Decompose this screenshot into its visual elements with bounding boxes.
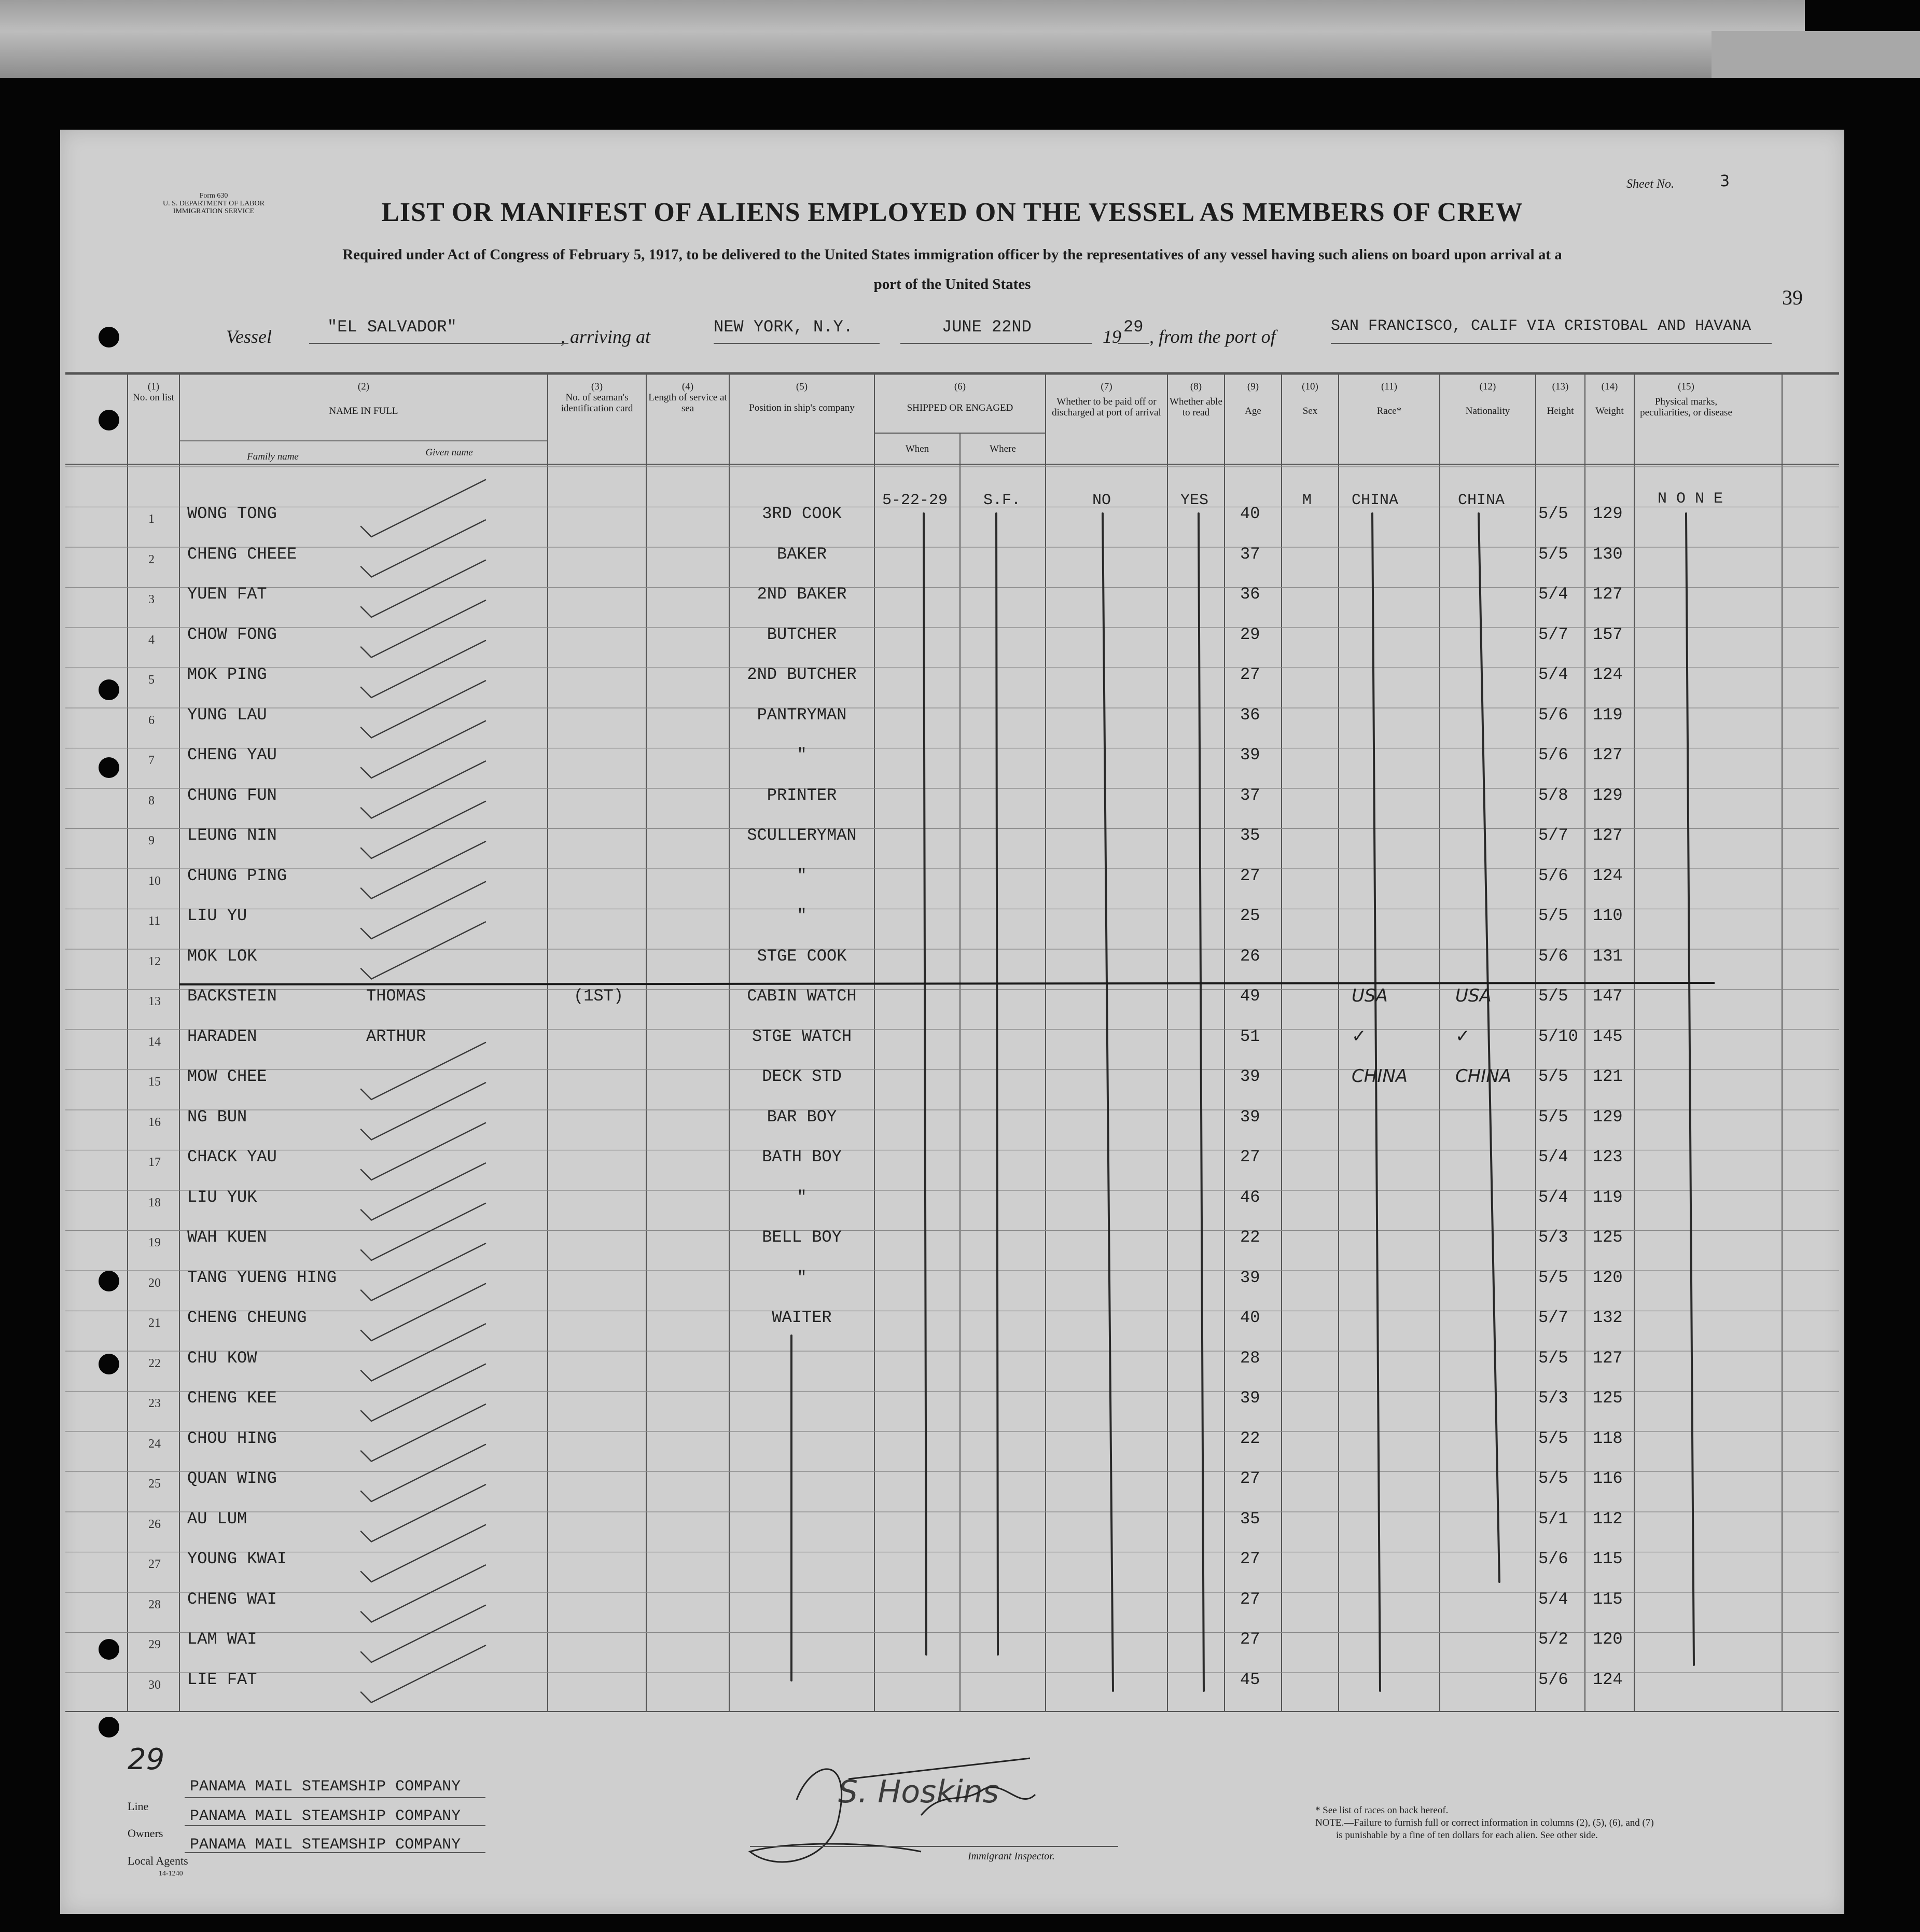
col1-number: (1) <box>147 381 160 392</box>
form-title: LIST OR MANIFEST OF ALIENS EMPLOYED ON THE VESSEL AS MEMBERS OF CREW <box>381 198 1523 227</box>
weight: 127 <box>1593 826 1623 845</box>
position: BAR BOY <box>767 1107 837 1127</box>
family-name: MOK LOK <box>187 946 257 966</box>
row-number: 5 <box>148 673 155 687</box>
position: STGE COOK <box>757 946 847 966</box>
position: SCULLERYMAN <box>747 826 857 845</box>
col9-label: Age <box>1245 406 1261 416</box>
age: 45 <box>1240 1670 1260 1689</box>
family-name: MOW CHEE <box>187 1067 267 1086</box>
age: 27 <box>1240 1147 1260 1166</box>
weight: 129 <box>1593 1107 1623 1127</box>
row-number: 13 <box>148 995 161 1008</box>
race-handwritten: USA <box>1352 985 1388 1006</box>
col6b-label: Where <box>990 443 1016 454</box>
weight: 127 <box>1593 745 1623 765</box>
family-name: CHUNG PING <box>187 866 287 885</box>
race-handwritten: ✓ <box>1352 1025 1367 1047</box>
shipped-where: S.F. <box>983 492 1021 509</box>
arriving-label: , arriving at <box>561 326 651 347</box>
height: 5/1 <box>1538 1509 1568 1528</box>
height: 5/10 <box>1538 1026 1578 1046</box>
weight: 119 <box>1593 1187 1623 1207</box>
position: " <box>797 866 807 885</box>
weight: 123 <box>1593 1147 1623 1166</box>
row-number: 27 <box>148 1558 161 1571</box>
year-suffix: 29 <box>1123 317 1144 337</box>
family-name: WONG TONG <box>187 504 277 523</box>
col2-number: (2) <box>357 381 370 392</box>
weight: 132 <box>1593 1308 1623 1327</box>
col6-label: SHIPPED OR ENGAGED <box>907 402 1013 413</box>
weight: 115 <box>1593 1589 1623 1609</box>
family-name: LEUNG NIN <box>187 826 277 845</box>
row-number: 16 <box>148 1115 161 1129</box>
col7-number: (7) <box>1101 381 1112 392</box>
height: 5/2 <box>1538 1630 1568 1649</box>
family-name: CHU KOW <box>187 1348 257 1368</box>
weight: 130 <box>1593 544 1623 564</box>
col12-number: (12) <box>1479 381 1496 392</box>
vessel-label: Vessel <box>226 326 272 347</box>
sheet-number: 3 <box>1720 172 1730 190</box>
from-label: , from the port of <box>1149 326 1276 347</box>
height: 5/6 <box>1538 705 1568 725</box>
row-number: 30 <box>148 1678 161 1692</box>
weight: 129 <box>1593 504 1623 523</box>
family-name: CHOU HING <box>187 1428 277 1448</box>
footer-rules <box>60 130 1844 1914</box>
position: BELL BOY <box>762 1228 842 1247</box>
col5-number: (5) <box>796 381 808 392</box>
family-name: CHACK YAU <box>187 1147 277 1166</box>
total-count: 29 <box>128 1743 165 1776</box>
family-name: CHENG YAU <box>187 745 277 765</box>
position: 3RD COOK <box>762 504 842 523</box>
height: 5/4 <box>1538 1147 1568 1166</box>
owners-value: PANAMA MAIL STEAMSHIP COMPANY <box>190 1808 461 1825</box>
position: 2ND BAKER <box>757 585 847 604</box>
seaman-card: (1ST) <box>574 986 624 1006</box>
weight: 131 <box>1593 946 1623 966</box>
weight: 124 <box>1593 1670 1623 1689</box>
height: 5/5 <box>1538 544 1568 564</box>
position: BATH BOY <box>762 1147 842 1166</box>
height: 5/4 <box>1538 665 1568 684</box>
age: 35 <box>1240 1509 1260 1528</box>
height: 5/7 <box>1538 1308 1568 1327</box>
family-name: AU LUM <box>187 1509 247 1528</box>
weight: 157 <box>1593 624 1623 644</box>
height: 5/6 <box>1538 745 1568 765</box>
family-name: LIU YUK <box>187 1187 257 1207</box>
top-paper-strip <box>0 0 1805 78</box>
col13-label: Height <box>1547 406 1574 416</box>
height: 5/3 <box>1538 1388 1568 1408</box>
physical-marks: N O N E <box>1658 490 1723 508</box>
col2b-label: Given name <box>425 447 473 458</box>
sheet-label: Sheet No. <box>1626 177 1674 191</box>
weight: 129 <box>1593 785 1623 805</box>
row-number: 19 <box>148 1236 161 1249</box>
weight: 124 <box>1593 665 1623 684</box>
shipped-when: 5-22-29 <box>882 492 948 509</box>
family-name: CHOW FONG <box>187 624 277 644</box>
weight: 120 <box>1593 1268 1623 1287</box>
height: 5/5 <box>1538 1348 1568 1368</box>
age: 37 <box>1240 785 1260 805</box>
age: 49 <box>1240 986 1260 1006</box>
row-number: 22 <box>148 1356 161 1370</box>
row-number: 20 <box>148 1276 161 1290</box>
department: U. S. DEPARTMENT OF LABOR <box>163 200 265 207</box>
family-name: YUEN FAT <box>187 585 267 604</box>
nationality: CHINA <box>1458 492 1505 509</box>
sex: M <box>1302 492 1312 509</box>
row-number: 2 <box>148 552 155 566</box>
age: 22 <box>1240 1428 1260 1448</box>
year-prefix: 19 <box>1103 326 1121 347</box>
height: 5/5 <box>1538 1268 1568 1287</box>
row-number: 28 <box>148 1597 161 1611</box>
row-number: 12 <box>148 954 161 968</box>
col10-number: (10) <box>1302 381 1318 392</box>
row-number: 11 <box>148 914 161 928</box>
col11-label: Race* <box>1376 406 1402 416</box>
age: 39 <box>1240 1388 1260 1408</box>
family-name: CHENG CHEEE <box>187 544 297 564</box>
position: BAKER <box>776 544 827 564</box>
note-penalty-2: is punishable by a fine of ten dollars for each alien. See other side. <box>1336 1830 1598 1841</box>
form-subtitle-1: Required under Act of Congress of February 5, 1917, to be delivered to the United States immigration officer by the representatives of any vessel having such aliens on board upon arrival at a <box>342 246 1562 263</box>
race-handwritten: CHINA <box>1352 1066 1408 1087</box>
inspector-signature: S. Hoskins <box>838 1774 999 1810</box>
weight: 119 <box>1593 705 1623 725</box>
col10-label: Sex <box>1302 406 1318 416</box>
arrival-port: NEW YORK, N.Y. <box>714 317 853 337</box>
weight: 118 <box>1593 1428 1623 1448</box>
row-number: 29 <box>148 1638 161 1651</box>
weight: 145 <box>1593 1026 1623 1046</box>
height: 5/7 <box>1538 826 1568 845</box>
given-name: ARTHUR <box>366 1026 426 1046</box>
height: 5/7 <box>1538 624 1568 644</box>
position: BUTCHER <box>767 624 837 644</box>
height: 5/5 <box>1538 504 1568 523</box>
row-number: 4 <box>148 633 155 647</box>
height: 5/6 <box>1538 866 1568 885</box>
family-name: CHENG CHEUNG <box>187 1308 307 1327</box>
position: 2ND BUTCHER <box>747 665 857 684</box>
col6a-label: When <box>905 443 929 454</box>
age: 39 <box>1240 1107 1260 1127</box>
weight: 147 <box>1593 986 1623 1006</box>
row-number: 6 <box>148 713 155 727</box>
height: 5/4 <box>1538 1589 1568 1609</box>
col4-label: Length of service at sea <box>648 392 727 414</box>
family-name: CHUNG FUN <box>187 785 277 805</box>
given-name: THOMAS <box>366 986 426 1006</box>
height: 5/6 <box>1538 946 1568 966</box>
page-number: 39 <box>1782 286 1803 309</box>
height: 5/5 <box>1538 986 1568 1006</box>
age: 27 <box>1240 665 1260 684</box>
col14-number: (14) <box>1601 381 1618 392</box>
age: 40 <box>1240 504 1260 523</box>
height: 5/6 <box>1538 1670 1568 1689</box>
row-number: 26 <box>148 1517 161 1531</box>
note-races: * See list of races on back hereof. <box>1315 1805 1449 1816</box>
paper-fold <box>1712 31 1920 78</box>
from-port: SAN FRANCISCO, CALIF VIA CRISTOBAL AND HAVANA <box>1331 317 1751 335</box>
age: 39 <box>1240 1268 1260 1287</box>
row-number: 7 <box>148 754 155 767</box>
weight: 116 <box>1593 1469 1623 1488</box>
col13-number: (13) <box>1552 381 1569 392</box>
position: CABIN WATCH <box>747 986 857 1006</box>
col1-label: No. on list <box>133 392 174 403</box>
col12-label: Nationality <box>1465 406 1510 416</box>
family-name: LIU YU <box>187 906 247 925</box>
age: 36 <box>1240 705 1260 725</box>
age: 27 <box>1240 866 1260 885</box>
col11-number: (11) <box>1381 381 1397 392</box>
weight: 115 <box>1593 1549 1623 1568</box>
height: 5/4 <box>1538 585 1568 604</box>
position: DECK STD <box>762 1067 842 1086</box>
position: " <box>797 745 807 765</box>
family-name: WAH KUEN <box>187 1228 267 1247</box>
age: 25 <box>1240 906 1260 925</box>
weight: 125 <box>1593 1228 1623 1247</box>
position: WAITER <box>772 1308 832 1327</box>
family-name: YUNG LAU <box>187 705 267 725</box>
row-number: 1 <box>148 512 155 526</box>
height: 5/3 <box>1538 1228 1568 1247</box>
height: 5/5 <box>1538 1067 1568 1086</box>
family-name: TANG YUENG HING <box>187 1268 337 1287</box>
form-subtitle-2: port of the United States <box>873 276 1031 293</box>
age: 29 <box>1240 624 1260 644</box>
age: 40 <box>1240 1308 1260 1327</box>
age: 36 <box>1240 585 1260 604</box>
nationality-handwritten: CHINA <box>1455 1066 1512 1087</box>
weight: 125 <box>1593 1388 1623 1408</box>
row-number: 10 <box>148 874 161 888</box>
vessel-name: "EL SALVADOR" <box>327 317 457 337</box>
position: " <box>797 1187 807 1207</box>
agents-value: PANAMA MAIL STEAMSHIP COMPANY <box>190 1836 461 1854</box>
col2a-label: Family name <box>247 451 299 462</box>
position: PANTRYMAN <box>757 705 847 725</box>
row-number: 18 <box>148 1196 161 1210</box>
col6-number: (6) <box>954 381 966 392</box>
col9-number: (9) <box>1247 381 1259 392</box>
col3-label: No. of seaman's identification card <box>561 392 633 414</box>
able-to-read: YES <box>1180 492 1209 509</box>
weight: 110 <box>1593 906 1623 925</box>
row-number: 15 <box>148 1075 161 1089</box>
family-name: YOUNG KWAI <box>187 1549 287 1568</box>
family-name: QUAN WING <box>187 1469 277 1488</box>
col7-label: Whether to be paid off or discharged at port of arrival <box>1052 396 1161 418</box>
age: 26 <box>1240 946 1260 966</box>
weight: 112 <box>1593 1509 1623 1528</box>
row-number: 25 <box>148 1477 161 1491</box>
weight: 121 <box>1593 1067 1623 1086</box>
height: 5/6 <box>1538 1549 1568 1568</box>
arrival-date: JUNE 22ND <box>942 317 1032 337</box>
height: 5/5 <box>1538 906 1568 925</box>
row-number: 23 <box>148 1397 161 1410</box>
position: STGE WATCH <box>752 1026 852 1046</box>
family-name: LIE FAT <box>187 1670 257 1689</box>
position: " <box>797 1268 807 1287</box>
family-name: MOK PING <box>187 665 267 684</box>
form-number: Form 630 <box>199 192 228 200</box>
manifest-sheet <box>60 130 1844 1914</box>
age: 39 <box>1240 1067 1260 1086</box>
line-label: Line <box>128 1800 149 1813</box>
footer-print-code: 14-1240 <box>159 1870 183 1878</box>
age: 27 <box>1240 1630 1260 1649</box>
family-name: BACKSTEIN <box>187 986 277 1006</box>
age: 39 <box>1240 745 1260 765</box>
age: 27 <box>1240 1469 1260 1488</box>
age: 27 <box>1240 1589 1260 1609</box>
owners-label: Owners <box>128 1827 163 1840</box>
row-number: 9 <box>148 834 155 847</box>
col15-label: Physical marks, peculiarities, or disease <box>1640 396 1732 418</box>
col8-label: Whether able to read <box>1170 396 1222 418</box>
height: 5/5 <box>1538 1428 1568 1448</box>
position: PRINTER <box>767 785 837 805</box>
nationality-handwritten: ✓ <box>1455 1025 1470 1047</box>
height: 5/8 <box>1538 785 1568 805</box>
row-number: 8 <box>148 794 155 808</box>
weight: 120 <box>1593 1630 1623 1649</box>
race: CHINA <box>1352 492 1399 509</box>
col5-label: Position in ship's company <box>749 402 855 413</box>
age: 37 <box>1240 544 1260 564</box>
weight: 127 <box>1593 585 1623 604</box>
family-name: NG BUN <box>187 1107 247 1127</box>
height: 5/5 <box>1538 1469 1568 1488</box>
row-number: 14 <box>148 1035 161 1049</box>
row-number: 17 <box>148 1156 161 1169</box>
weight: 127 <box>1593 1348 1623 1368</box>
note-penalty-1: NOTE.—Failure to furnish full or correct information in columns (2), (5), (6), and (7) <box>1315 1817 1654 1828</box>
nationality-handwritten: USA <box>1455 985 1492 1006</box>
family-name: CHENG KEE <box>187 1388 277 1408</box>
col8-number: (8) <box>1190 381 1202 392</box>
line-value: PANAMA MAIL STEAMSHIP COMPANY <box>190 1778 461 1796</box>
row-number: 24 <box>148 1437 161 1451</box>
family-name: HARADEN <box>187 1026 257 1046</box>
age: 46 <box>1240 1187 1260 1207</box>
age: 22 <box>1240 1228 1260 1247</box>
age: 35 <box>1240 826 1260 845</box>
row-number: 21 <box>148 1316 161 1330</box>
height: 5/5 <box>1538 1107 1568 1127</box>
inspector-label: Immigrant Inspector. <box>968 1851 1055 1862</box>
age: 27 <box>1240 1549 1260 1568</box>
position: " <box>797 906 807 925</box>
family-name: CHENG WAI <box>187 1589 277 1609</box>
service: IMMIGRATION SERVICE <box>173 207 255 215</box>
row-number: 3 <box>148 593 155 606</box>
col2-label: NAME IN FULL <box>329 406 398 416</box>
family-name: LAM WAI <box>187 1630 257 1649</box>
agents-label: Local Agents <box>128 1854 188 1867</box>
col4-number: (4) <box>681 381 694 392</box>
height: 5/4 <box>1538 1187 1568 1207</box>
col14-label: Weight <box>1595 406 1624 416</box>
age: 51 <box>1240 1026 1260 1046</box>
col3-number: (3) <box>591 381 603 392</box>
paid-off: NO <box>1092 492 1111 509</box>
col15-number: (15) <box>1678 381 1694 392</box>
age: 28 <box>1240 1348 1260 1368</box>
weight: 124 <box>1593 866 1623 885</box>
